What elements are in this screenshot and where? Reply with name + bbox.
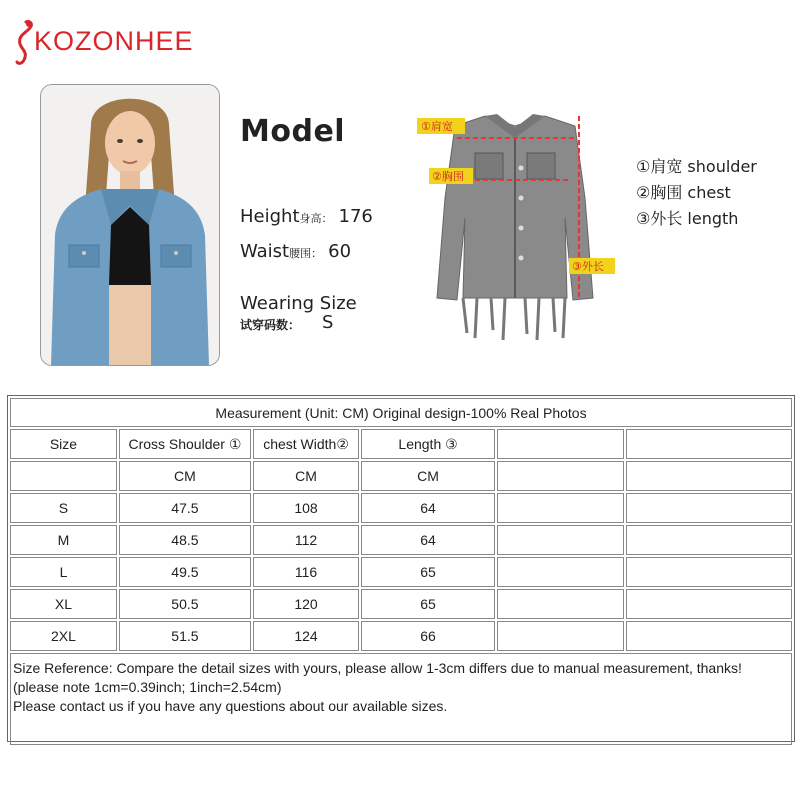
- jacket-diagram: [415, 108, 615, 348]
- waist-cn-label: 腰围：: [289, 247, 323, 260]
- unit-cell: [497, 461, 624, 491]
- unit-cell: CM: [253, 461, 359, 491]
- table-cell: 108: [253, 493, 359, 523]
- model-waist: [240, 241, 351, 262]
- header-cell: Cross Shoulder ①: [119, 429, 251, 459]
- table-row: [10, 525, 792, 555]
- table-cell: 2XL: [10, 621, 117, 651]
- table-row: [10, 621, 792, 651]
- table-cell: [497, 589, 624, 619]
- unit-cell: [10, 461, 117, 491]
- header-cell: [626, 429, 792, 459]
- legend-length: ③外长 length: [636, 209, 739, 228]
- table-cell: 66: [361, 621, 495, 651]
- table-cell: 120: [253, 589, 359, 619]
- table-cell: 124: [253, 621, 359, 651]
- size-note-line: Please contact us if you have any questions about our available sizes.: [13, 698, 448, 714]
- table-header-row: [10, 429, 792, 459]
- header-cell: [497, 429, 624, 459]
- waist-label: Waist: [240, 241, 290, 262]
- brand-name: KOZONHEE: [34, 26, 194, 56]
- model-photo: [40, 84, 220, 366]
- unit-cell: [626, 461, 792, 491]
- table-cell: 64: [361, 493, 495, 523]
- table-cell: [626, 589, 792, 619]
- table-cell: 47.5: [119, 493, 251, 523]
- table-title: Measurement (Unit: CM) Original design-100% Real Photos: [10, 398, 792, 427]
- table-cell: 112: [253, 525, 359, 555]
- table-cell: 64: [361, 525, 495, 555]
- table-cell: 116: [253, 557, 359, 587]
- table-cell: 65: [361, 589, 495, 619]
- table-cell: 48.5: [119, 525, 251, 555]
- table-cell: [497, 621, 624, 651]
- height-label: Height: [240, 206, 300, 227]
- table-cell: [497, 493, 624, 523]
- wearing-size-value: S: [322, 312, 334, 333]
- tag-chest: ②胸围: [432, 170, 464, 183]
- header-cell: Length ③: [361, 429, 495, 459]
- size-table: [8, 396, 794, 747]
- table-cell: 65: [361, 557, 495, 587]
- wearing-size-cn-label: 试穿码数：: [240, 318, 301, 332]
- table-cell: 49.5: [119, 557, 251, 587]
- wearing-size-label: Wearing Size: [240, 293, 357, 314]
- header-cell: Size: [10, 429, 117, 459]
- unit-cell: CM: [361, 461, 495, 491]
- size-note: [10, 653, 792, 745]
- brand-logo: [14, 20, 214, 60]
- table-cell: 51.5: [119, 621, 251, 651]
- model-illustration: [41, 85, 219, 365]
- table-units-row: [10, 461, 792, 491]
- tag-length: ③外长: [572, 260, 604, 273]
- jacket-illustration: [415, 108, 615, 348]
- measurement-legend: [636, 154, 757, 232]
- waist-value: 60: [328, 241, 352, 262]
- size-chart: [7, 395, 795, 742]
- table-row: [10, 589, 792, 619]
- tag-shoulder: ①肩宽: [421, 120, 453, 133]
- table-cell: [626, 621, 792, 651]
- height-cn-label: 身高：: [299, 212, 333, 225]
- table-cell: [626, 525, 792, 555]
- model-height: [240, 206, 373, 227]
- unit-cell: CM: [119, 461, 251, 491]
- table-cell: [626, 557, 792, 587]
- header-cell: chest Width②: [253, 429, 359, 459]
- table-cell: [497, 557, 624, 587]
- table-cell: L: [10, 557, 117, 587]
- table-note-row: [10, 653, 792, 745]
- size-note-line: Size Reference: Compare the detail sizes with yours, please allow 1-3cm differs due to manual measurement, thanks!: [13, 660, 742, 676]
- table-cell: [497, 525, 624, 555]
- height-value: 176: [338, 206, 373, 227]
- table-cell: 50.5: [119, 589, 251, 619]
- table-cell: [626, 493, 792, 523]
- size-note-line: (please note 1cm=0.39inch; 1inch=2.54cm): [13, 679, 282, 695]
- table-cell: S: [10, 493, 117, 523]
- table-cell: XL: [10, 589, 117, 619]
- legend-shoulder: ①肩宽 shoulder: [636, 157, 757, 176]
- legend-chest: ②胸围 chest: [636, 183, 731, 202]
- table-row: [10, 493, 792, 523]
- model-title: Model: [240, 114, 346, 149]
- table-row: [10, 557, 792, 587]
- table-cell: M: [10, 525, 117, 555]
